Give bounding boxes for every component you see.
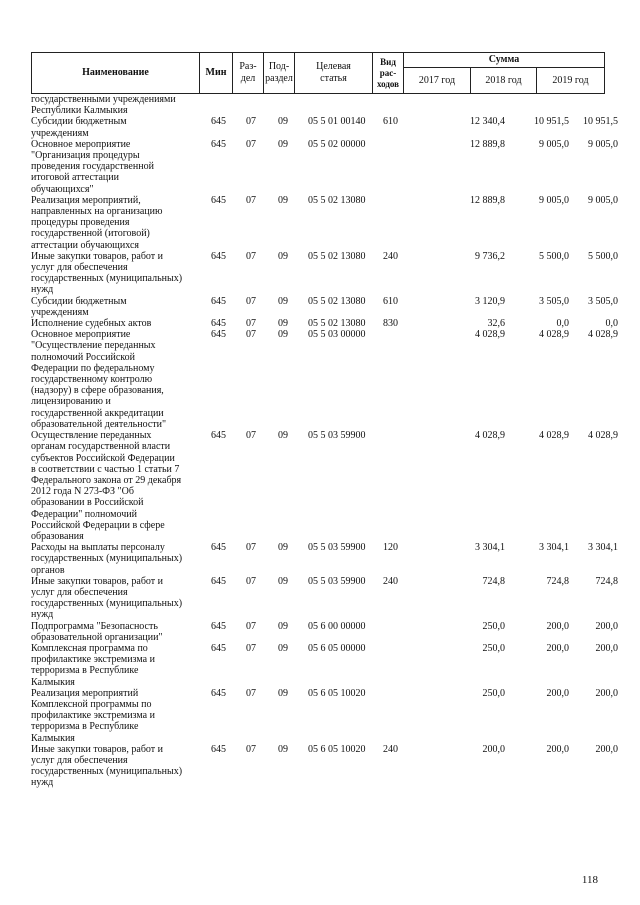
cell-name-line: профилактике экстремизма и [31, 654, 155, 666]
cell-vid: 240 [383, 575, 398, 587]
table-row [31, 687, 618, 744]
cell-vid: 120 [383, 542, 398, 554]
header-razdel: Раз- дел [233, 53, 264, 94]
cell-name-line: обучающихся" [31, 183, 94, 195]
header-2019: 2019 год [537, 68, 605, 94]
cell-podrazdel: 09 [278, 642, 288, 654]
cell-sum-2019: 0,0 [605, 318, 618, 330]
cell-name [31, 430, 195, 542]
cell-name-line: государственных (муниципальных) [31, 598, 183, 610]
cell-sum-2017: 12 889,8 [470, 194, 505, 206]
cell-name-line: образовательной организации" [31, 631, 163, 643]
cell-sum-2018: 9 005,0 [539, 194, 569, 206]
cell-sum-2019: 4 028,9 [588, 430, 618, 442]
cell-article: 05 6 05 10020 [308, 743, 366, 755]
page-number: 118 [581, 874, 598, 886]
cell-sum-2019: 10 951,5 [583, 116, 618, 128]
cell-name-line: Субсидии бюджетным [31, 116, 127, 128]
cell-razdel: 07 [246, 642, 256, 654]
cell-article: 05 5 02 13080 [308, 295, 366, 307]
table-row [31, 642, 618, 688]
cell-name-line: процедуры проведения [31, 217, 130, 229]
cell-sum-2018: 200,0 [546, 687, 569, 699]
cell-sum-2017: 4 028,9 [475, 329, 505, 341]
cell-name-line: услуг для обеспечения [31, 586, 128, 598]
header-2017: 2017 год [404, 68, 471, 94]
cell-name [31, 94, 195, 116]
cell-name-line: (надзору) в сфере образования, [31, 385, 164, 397]
cell-name-line: Федерации по федеральному [31, 362, 155, 374]
cell-name-line: учреждениям [31, 306, 89, 318]
cell-name [31, 116, 195, 138]
cell-name-line: Калмыкия [31, 732, 75, 744]
cell-sum-2019: 3 505,0 [588, 295, 618, 307]
cell-name-line: услуг для обеспечения [31, 754, 128, 766]
cell-podrazdel: 09 [278, 194, 288, 206]
cell-name-line: образовательной деятельности" [31, 418, 167, 430]
cell-min: 645 [211, 250, 226, 262]
cell-name-line: Реализация мероприятий [31, 687, 139, 699]
cell-min: 645 [211, 642, 226, 654]
cell-podrazdel: 09 [278, 575, 288, 587]
cell-sum-2018: 9 005,0 [539, 138, 569, 150]
cell-podrazdel: 09 [278, 430, 288, 442]
cell-name-line: Комплексная программа по [31, 642, 148, 654]
cell-min: 645 [211, 116, 226, 128]
cell-name-line: Федерации" полномочий [31, 508, 137, 520]
cell-sum-2019: 5 500,0 [588, 250, 618, 262]
cell-name-line: "Организация процедуры [31, 150, 140, 162]
cell-razdel: 07 [246, 430, 256, 442]
cell-sum-2018: 4 028,9 [539, 430, 569, 442]
header-min: Мин [200, 53, 233, 94]
table-row [31, 194, 618, 251]
cell-podrazdel: 09 [278, 329, 288, 341]
table-header [31, 52, 605, 94]
cell-sum-2018: 200,0 [546, 620, 569, 632]
table-row [31, 620, 618, 643]
header-article: Целевая статья [295, 53, 373, 94]
cell-sum-2019: 200,0 [595, 642, 618, 654]
cell-podrazdel: 09 [278, 620, 288, 632]
cell-name-line: учреждениям [31, 127, 89, 139]
table-row [31, 116, 618, 139]
cell-razdel: 07 [246, 542, 256, 554]
cell-name-line: Российской Федерации в сфере [31, 519, 165, 531]
header-vid: Вид рас- ходов [373, 53, 404, 94]
cell-name [31, 251, 195, 296]
cell-name-line: проведения государственной [31, 161, 154, 173]
cell-sum-2019: 3 304,1 [588, 542, 618, 554]
cell-sum-2019: 200,0 [595, 620, 618, 632]
cell-name-line: нужд [31, 284, 54, 296]
cell-name-line: Комплексной программы по [31, 698, 152, 710]
cell-name-line: Расходы на выплаты персоналу [31, 542, 165, 554]
cell-vid: 610 [383, 295, 398, 307]
cell-article: 05 5 03 00000 [308, 329, 366, 341]
cell-min: 645 [211, 295, 226, 307]
cell-sum-2017: 250,0 [482, 620, 505, 632]
cell-name-line: полномочий Российской [31, 351, 135, 363]
cell-name-line: государственных (муниципальных) [31, 553, 183, 565]
cell-min: 645 [211, 620, 226, 632]
cell-name-line: Калмыкия [31, 676, 75, 688]
cell-name-line: государственных (муниципальных) [31, 273, 183, 285]
cell-vid: 610 [383, 116, 398, 128]
cell-sum-2017: 250,0 [482, 642, 505, 654]
cell-sum-2017: 3 120,9 [475, 295, 505, 307]
table-row [31, 138, 618, 195]
cell-sum-2018: 724,8 [546, 575, 569, 587]
cell-article: 05 6 00 00000 [308, 620, 366, 632]
cell-min: 645 [211, 575, 226, 587]
table-row [31, 542, 618, 576]
cell-name-line: лицензированию и [31, 396, 111, 408]
cell-name-line: государственных (муниципальных) [31, 766, 183, 778]
cell-name-line: "Осуществление переданных [31, 340, 156, 352]
cell-razdel: 07 [246, 194, 256, 206]
cell-article: 05 5 01 00140 [308, 116, 366, 128]
cell-article: 05 5 02 13080 [308, 318, 366, 330]
cell-razdel: 07 [246, 116, 256, 128]
cell-podrazdel: 09 [278, 743, 288, 755]
cell-min: 645 [211, 687, 226, 699]
cell-name [31, 139, 195, 195]
table-row [31, 743, 618, 789]
cell-name [31, 318, 195, 329]
cell-vid: 240 [383, 250, 398, 262]
cell-podrazdel: 09 [278, 687, 288, 699]
cell-sum-2018: 10 951,5 [534, 116, 569, 128]
cell-min: 645 [211, 743, 226, 755]
cell-razdel: 07 [246, 250, 256, 262]
cell-name-line: Республики Калмыкия [31, 105, 128, 117]
cell-name-line: государственными учреждениями [31, 94, 176, 105]
cell-name [31, 576, 195, 621]
table-row [31, 295, 618, 318]
cell-razdel: 07 [246, 575, 256, 587]
cell-name-line: субъектов Российской Федерации [31, 452, 175, 464]
cell-sum-2018: 200,0 [546, 642, 569, 654]
cell-podrazdel: 09 [278, 318, 288, 330]
cell-name [31, 621, 195, 643]
cell-sum-2019: 200,0 [595, 743, 618, 755]
cell-sum-2017: 250,0 [482, 687, 505, 699]
cell-name-line: государственному контролю [31, 374, 153, 386]
cell-article: 05 5 02 13080 [308, 194, 366, 206]
cell-name-line: государственной аккредитации [31, 407, 164, 419]
cell-name-line: аттестации обучающихся [31, 239, 139, 251]
cell-min: 645 [211, 329, 226, 341]
cell-razdel: 07 [246, 620, 256, 632]
cell-article: 05 5 02 00000 [308, 138, 366, 150]
cell-name-line: профилактике экстремизма и [31, 710, 155, 722]
cell-min: 645 [211, 138, 226, 150]
cell-sum-2019: 9 005,0 [588, 194, 618, 206]
cell-name-line: Субсидии бюджетным [31, 295, 127, 307]
cell-min: 645 [211, 542, 226, 554]
cell-sum-2017: 724,8 [482, 575, 505, 587]
cell-sum-2017: 12 340,4 [470, 116, 505, 128]
cell-min: 645 [211, 194, 226, 206]
cell-article: 05 5 03 59900 [308, 542, 366, 554]
cell-name [31, 688, 195, 744]
cell-vid: 830 [383, 318, 398, 330]
cell-name-line: Подпрограмма "Безопасность [31, 620, 158, 632]
cell-sum-2018: 3 304,1 [539, 542, 569, 554]
header-podrazdel: Под- раздел [264, 53, 295, 94]
cell-article: 05 5 02 13080 [308, 250, 366, 262]
cell-razdel: 07 [246, 318, 256, 330]
cell-podrazdel: 09 [278, 295, 288, 307]
cell-sum-2018: 4 028,9 [539, 329, 569, 341]
cell-sum-2018: 0,0 [556, 318, 569, 330]
cell-article: 05 6 05 10020 [308, 687, 366, 699]
table-row [31, 329, 618, 430]
cell-razdel: 07 [246, 138, 256, 150]
cell-name-line: итоговой аттестации [31, 172, 119, 184]
cell-article: 05 5 03 59900 [308, 575, 366, 587]
cell-name-line: нужд [31, 609, 54, 621]
cell-name [31, 296, 195, 318]
cell-sum-2017: 4 028,9 [475, 430, 505, 442]
cell-name-line: Осуществление переданных [31, 430, 152, 442]
cell-name [31, 643, 195, 688]
cell-name-line: терроризма в Республике [31, 721, 139, 733]
cell-name-line: услуг для обеспечения [31, 262, 128, 274]
cell-razdel: 07 [246, 295, 256, 307]
table-row [31, 94, 611, 116]
cell-name-line: 2012 года N 273-ФЗ "Об [31, 486, 134, 498]
table-row [31, 430, 618, 542]
cell-razdel: 07 [246, 687, 256, 699]
cell-name-line: направленных на организацию [31, 206, 163, 218]
cell-name [31, 329, 195, 430]
cell-name-line: образования [31, 530, 84, 542]
cell-name-line: Иные закупки товаров, работ и [31, 250, 164, 262]
cell-podrazdel: 09 [278, 250, 288, 262]
cell-sum-2019: 724,8 [595, 575, 618, 587]
cell-podrazdel: 09 [278, 116, 288, 128]
cell-name-line: Реализация мероприятий, [31, 194, 141, 206]
cell-sum-2018: 3 505,0 [539, 295, 569, 307]
cell-name-line: Основное мероприятие [31, 329, 131, 341]
cell-name-line: терроризма в Республике [31, 665, 139, 677]
cell-name-line: нужд [31, 777, 54, 789]
cell-sum-2019: 9 005,0 [588, 138, 618, 150]
cell-sum-2017: 3 304,1 [475, 542, 505, 554]
cell-sum-2017: 32,6 [487, 318, 505, 330]
cell-podrazdel: 09 [278, 542, 288, 554]
cell-vid: 240 [383, 743, 398, 755]
cell-sum-2017: 200,0 [482, 743, 505, 755]
header-name: Наименование [32, 53, 200, 94]
cell-article: 05 5 03 59900 [308, 430, 366, 442]
cell-name [31, 195, 195, 251]
cell-razdel: 07 [246, 329, 256, 341]
cell-name-line: Исполнение судебных актов [31, 318, 152, 330]
header-2018: 2018 год [471, 68, 537, 94]
cell-sum-2018: 5 500,0 [539, 250, 569, 262]
cell-name [31, 542, 195, 576]
cell-name-line: Федерального закона от 29 декабря [31, 474, 182, 486]
cell-sum-2018: 200,0 [546, 743, 569, 755]
cell-razdel: 07 [246, 743, 256, 755]
cell-name-line: государственной (итоговой) [31, 228, 150, 240]
cell-article: 05 6 05 00000 [308, 642, 366, 654]
table-row [31, 318, 618, 330]
cell-sum-2019: 200,0 [595, 687, 618, 699]
cell-podrazdel: 09 [278, 138, 288, 150]
cell-name [31, 744, 195, 789]
cell-name-line: Основное мероприятие [31, 138, 131, 150]
cell-sum-2017: 9 736,2 [475, 250, 505, 262]
cell-name-line: в соответствии с частью 1 статьи 7 [31, 463, 180, 475]
cell-sum-2017: 12 889,8 [470, 138, 505, 150]
header-summa: Сумма [404, 53, 605, 68]
cell-name-line: образовании в Российской [31, 497, 144, 509]
cell-name-line: органам государственной власти [31, 441, 171, 453]
cell-name-line: Иные закупки товаров, работ и [31, 575, 164, 587]
table-row [31, 575, 618, 621]
cell-name-line: органов [31, 564, 65, 576]
table-body [31, 94, 618, 789]
cell-min: 645 [211, 318, 226, 330]
table-row [31, 250, 618, 296]
cell-min: 645 [211, 430, 226, 442]
cell-name-line: Иные закупки товаров, работ и [31, 743, 164, 755]
cell-sum-2019: 4 028,9 [588, 329, 618, 341]
